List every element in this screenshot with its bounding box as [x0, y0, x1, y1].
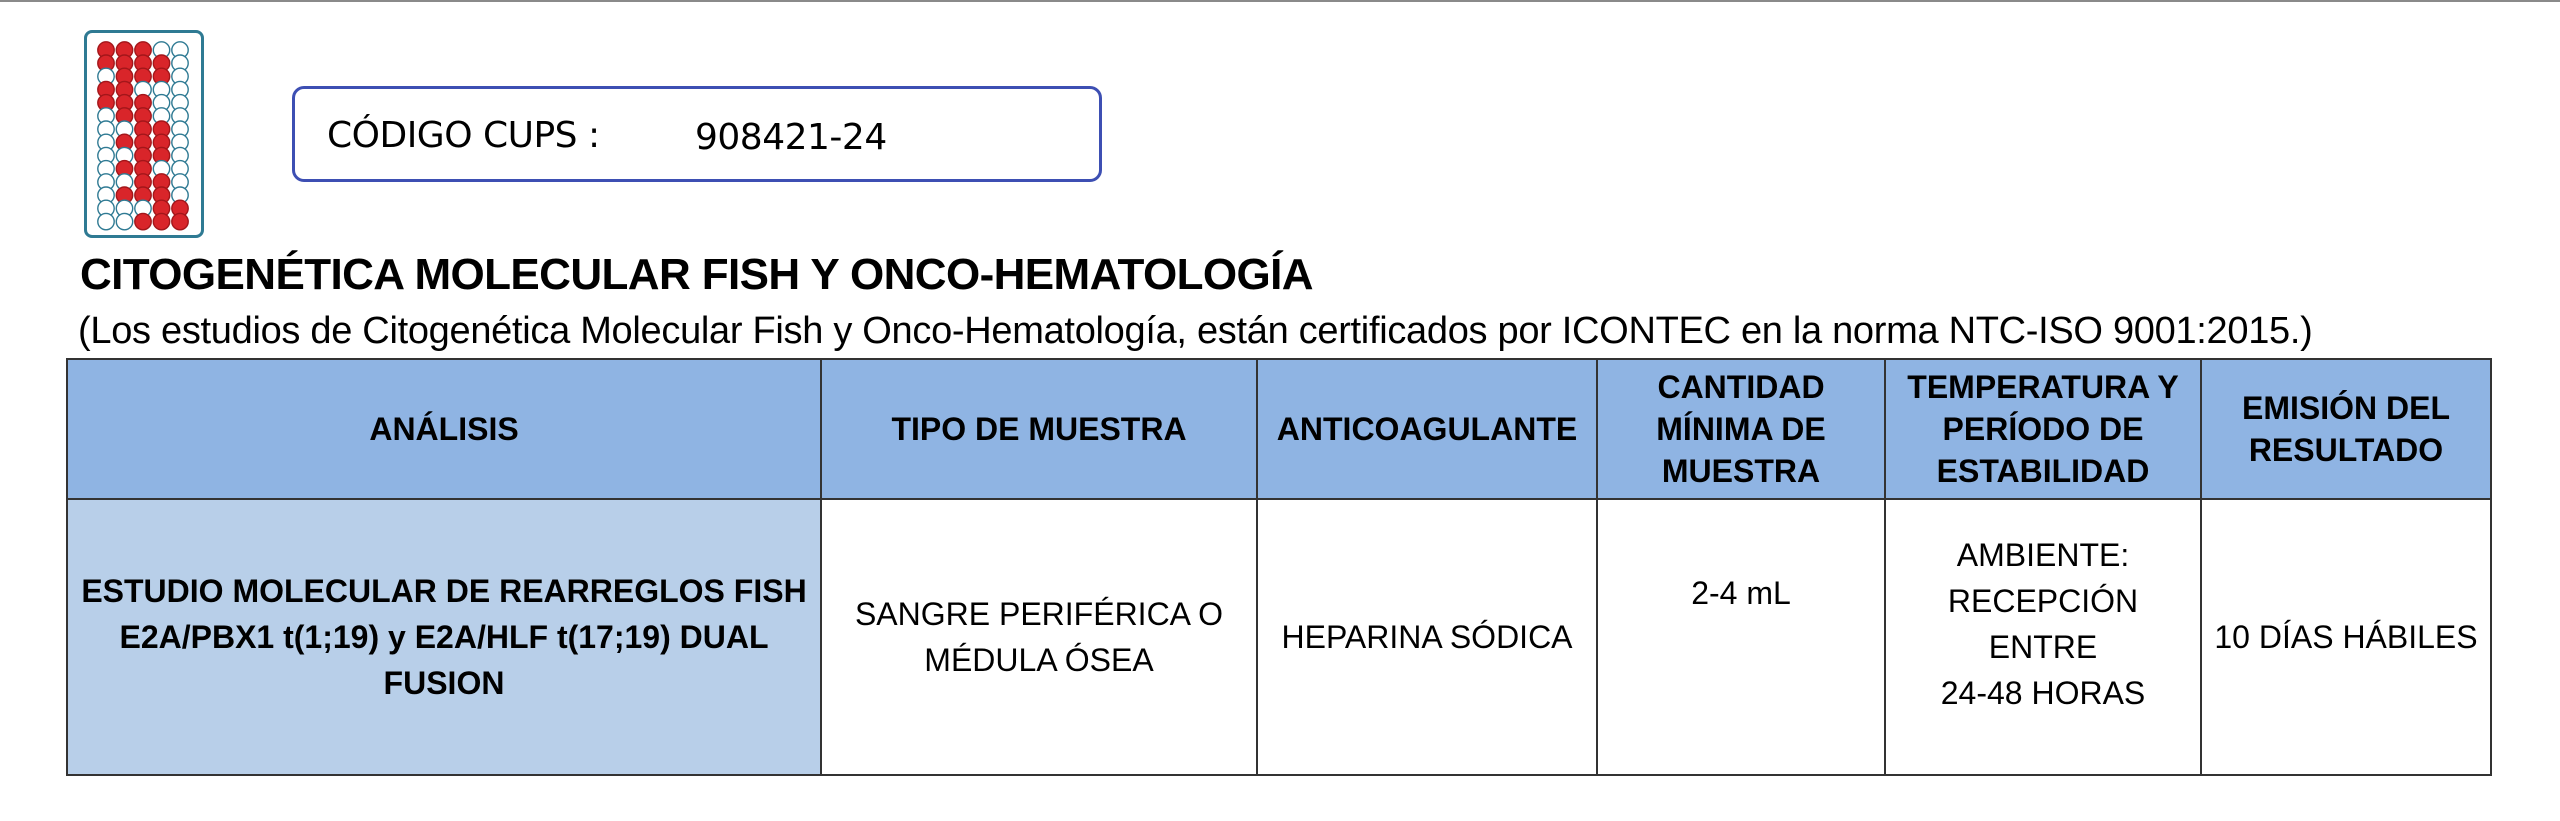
- cell-cantidad: 2-4 mL: [1597, 499, 1885, 775]
- cell-emision: 10 DÍAS HÁBILES: [2201, 499, 2491, 775]
- logo-bead: [135, 213, 151, 229]
- lab-logo: [84, 30, 204, 238]
- section-title: CITOGENÉTICA MOLECULAR FISH Y ONCO-HEMATOLOGÍA: [80, 250, 1313, 299]
- cups-value: 908421-24: [695, 117, 887, 158]
- header-emision: EMISIÓN DEL RESULTADO: [2201, 359, 2491, 499]
- cell-analisis: ESTUDIO MOLECULAR DE REARREGLOS FISH E2A/PBX1 t(1;19) y E2A/HLF t(17;19) DUAL FUSION: [67, 499, 821, 775]
- cups-code-box: [292, 86, 1102, 182]
- header-temperatura: TEMPERATURA Y PERÍODO DE ESTABILIDAD: [1885, 359, 2201, 499]
- top-divider: [0, 0, 2560, 2]
- cups-label: CÓDIGO CUPS :: [327, 115, 600, 156]
- cell-temperatura: AMBIENTE: RECEPCIÓN ENTRE 24-48 HORAS: [1885, 499, 2201, 775]
- logo-bead: [98, 213, 114, 229]
- logo-bead: [116, 213, 132, 229]
- cell-tipo-muestra: SANGRE PERIFÉRICA O MÉDULA ÓSEA: [821, 499, 1257, 775]
- header-cantidad: CANTIDAD MÍNIMA DE MUESTRA: [1597, 359, 1885, 499]
- header-tipo-muestra: TIPO DE MUESTRA: [821, 359, 1257, 499]
- cell-anticoagulante: HEPARINA SÓDICA: [1257, 499, 1597, 775]
- header-analisis: ANÁLISIS: [67, 359, 821, 499]
- header-anticoagulante: ANTICOAGULANTE: [1257, 359, 1597, 499]
- table-header-row: [67, 359, 2491, 499]
- bead-grid-logo-icon: [96, 41, 194, 231]
- logo-bead: [153, 213, 169, 229]
- logo-bead: [172, 213, 188, 229]
- table-row: [67, 499, 2491, 775]
- certification-note: (Los estudios de Citogenética Molecular Fish y Onco-Hematología, están certificados por ICONTEC en la norma NTC-ISO 9001:2015.): [78, 310, 2313, 352]
- analysis-table: [66, 358, 2492, 776]
